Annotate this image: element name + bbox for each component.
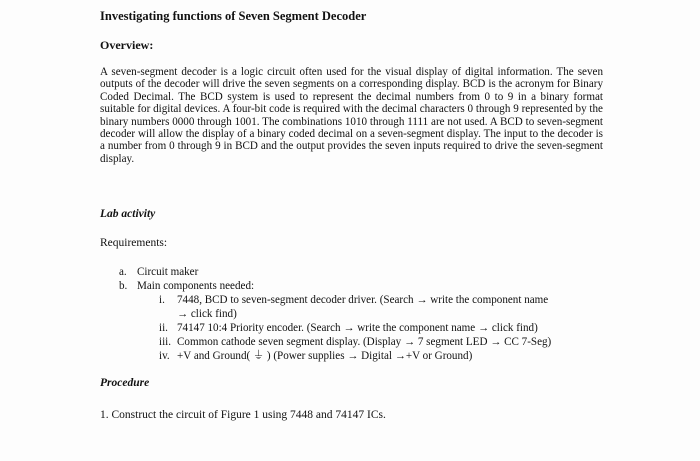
document-title: Investigating functions of Seven Segment Decoder	[100, 9, 367, 23]
procedure-step-1: 1. Construct the circuit of Figure 1 using 7448 and 74147 ICs.	[100, 409, 386, 421]
component-item-seven-segment-display	[159, 336, 551, 349]
requirements-heading: Requirements:	[100, 237, 168, 249]
list-marker: ii.	[159, 322, 168, 334]
list-marker: i.	[159, 294, 165, 306]
list-item-text: Common cathode seven segment display. (Display → 7 segment LED → CC 7-Seg)	[177, 336, 552, 348]
component-item-power-ground	[159, 350, 472, 363]
component-item-7448	[159, 294, 548, 307]
list-item-text: 7448, BCD to seven-segment decoder driver. (Search → write the component name	[177, 294, 549, 306]
procedure-heading: Procedure	[100, 377, 150, 389]
list-item-text: +V and Ground( ⏚ ) (Power supplies → Digital →+V or Ground)	[177, 350, 473, 362]
list-marker: iv.	[159, 350, 170, 362]
list-item-text: Main components needed:	[137, 280, 255, 292]
list-item-text: 74147 10:4 Priority encoder. (Search → write the component name → click find)	[177, 322, 538, 334]
list-marker: iii.	[159, 336, 172, 348]
lab-activity-heading: Lab activity	[100, 208, 156, 220]
list-marker: a.	[119, 266, 127, 278]
list-marker: b.	[119, 280, 128, 292]
component-item-74147	[159, 322, 538, 335]
overview-heading: Overview:	[100, 38, 154, 52]
requirement-item-circuit-maker	[119, 266, 198, 279]
list-item-text: Circuit maker	[137, 266, 199, 278]
overview-paragraph: A seven-segment decoder is a logic circuit often used for the visual display of digital information. The seven outputs of the decoder will drive the seven segments on a corresponding display. BCD is the acronym for Binary Coded Decimal. The BCD system is used to represent the decimal numbers from 0 to 9 in a binary format suitable for digital devices. A four-bit code is required with the decimal characters 0 through 9 represented by the binary numbers 0000 through 1001. The combinations 1010 through 1111 are not used. A BCD to seven-segment decoder will allow the display of a binary coded decimal on a seven-segment display. The input to the decoder is a number from 0 through 9 in BCD and the output provides the seven inputs required to drive the seven-segment display.	[100, 66, 603, 165]
component-item-7448-continued: → click find)	[177, 308, 237, 320]
requirement-item-components	[119, 280, 254, 293]
